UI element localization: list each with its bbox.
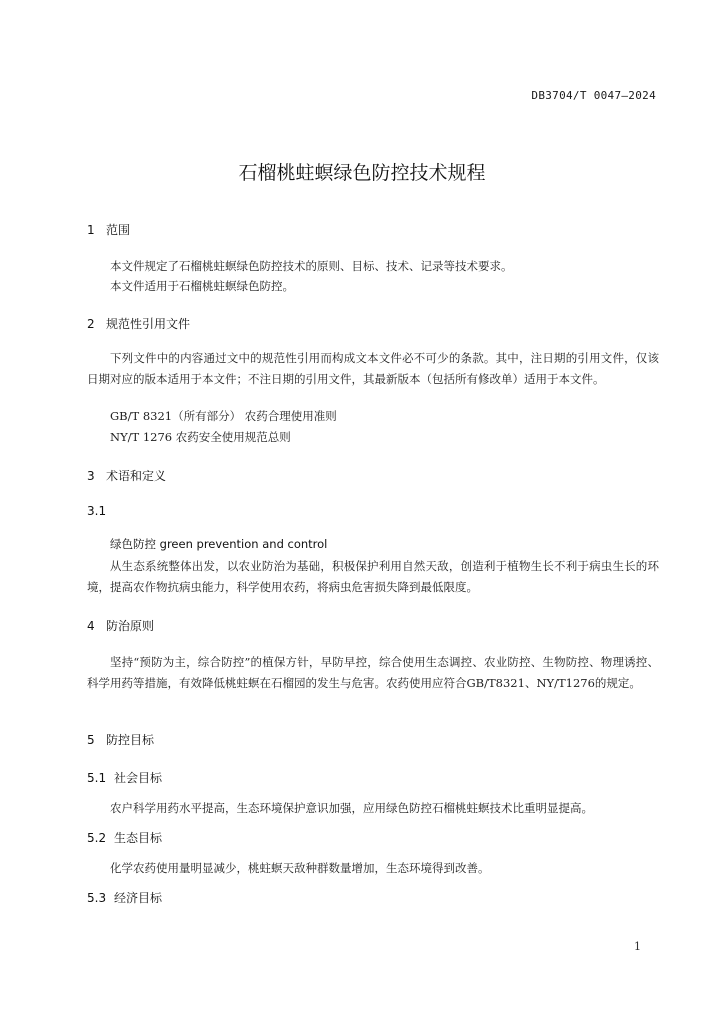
reference-ny-t-1276: NY/T 1276 农药安全使用规范总则 (110, 430, 291, 444)
section-2-paragraph-1: 下列文件中的内容通过文中的规范性引用而构成文本文件必不可少的条款。其中，注日期的引用文件，仅该日期对应的版本适用于本文件；不注日期的引用文件，其最新版本（包括所有修改单）适用于本文件。 (87, 351, 659, 386)
clause-5-1-paragraph: 农户科学用药水平提高，生态环境保护意识加强，应用绿色防控石榴桃蛀螟技术比重明显提高。 (110, 801, 593, 815)
clause-title: 经济目标 (114, 891, 163, 905)
section-title: 术语和定义 (106, 469, 167, 483)
section-title: 范围 (106, 223, 131, 237)
clause-5-2-heading (87, 829, 162, 846)
clause-number: 5.1 (87, 771, 107, 785)
term-green-prevention: 绿色防控 green prevention and control (110, 537, 328, 551)
section-1-paragraph-1: 本文件规定了石榴桃蛀螟绿色防控技术的原则、目标、技术、记录等技术要求。 (110, 259, 513, 273)
section-4-paragraph-1: 坚持“预防为主，综合防控”的植保方针，早防早控，综合使用生态调控、农业防控、生物防控、物理诱控、科学用药等措施，有效降低桃蛀螟在石榴园的发生与危害。农药使用应符合GB/T8321、NY/T1276的规定。 (87, 655, 659, 690)
clause-number: 5.2 (87, 831, 107, 845)
clause-5-1-heading (87, 769, 162, 786)
section-3-heading (87, 467, 166, 484)
term-definition: 从生态系统整体出发，以农业防治为基础，积极保护利用自然天敌，创造利于植物生长不利于病虫生长的环境，提高农作物抗病虫能力，科学使用农药，将病虫危害损失降到最低限度。 (87, 559, 659, 594)
section-2-heading (87, 315, 190, 332)
section-number: 3 (87, 469, 95, 483)
page-number: 1 (634, 940, 641, 953)
section-number: 1 (87, 223, 95, 237)
clause-5-3-heading (87, 889, 162, 906)
section-number: 2 (87, 317, 95, 331)
clause-3-1-number: 3.1 (87, 504, 107, 518)
standard-code: DB3704/T 0047—2024 (531, 89, 656, 102)
document-title: 石榴桃蛀螟绿色防控技术规程 (238, 162, 486, 184)
section-title: 规范性引用文件 (106, 317, 191, 331)
section-title: 防治原则 (106, 619, 155, 633)
clause-title: 生态目标 (114, 831, 163, 845)
reference-gb-t-8321: GB/T 8321（所有部分） 农药合理使用准则 (110, 409, 337, 423)
clause-number: 5.3 (87, 891, 107, 905)
section-4-heading (87, 617, 154, 634)
clause-5-2-paragraph: 化学农药使用量明显减少，桃蛀螟天敌种群数量增加，生态环境得到改善。 (110, 861, 490, 875)
section-1-paragraph-2: 本文件适用于石榴桃蛀螟绿色防控。 (110, 279, 294, 293)
section-number: 4 (87, 619, 95, 633)
section-title: 防控目标 (106, 733, 155, 747)
section-5-heading (87, 731, 154, 748)
clause-title: 社会目标 (114, 771, 163, 785)
section-number: 5 (87, 733, 95, 747)
section-1-heading (87, 221, 130, 238)
